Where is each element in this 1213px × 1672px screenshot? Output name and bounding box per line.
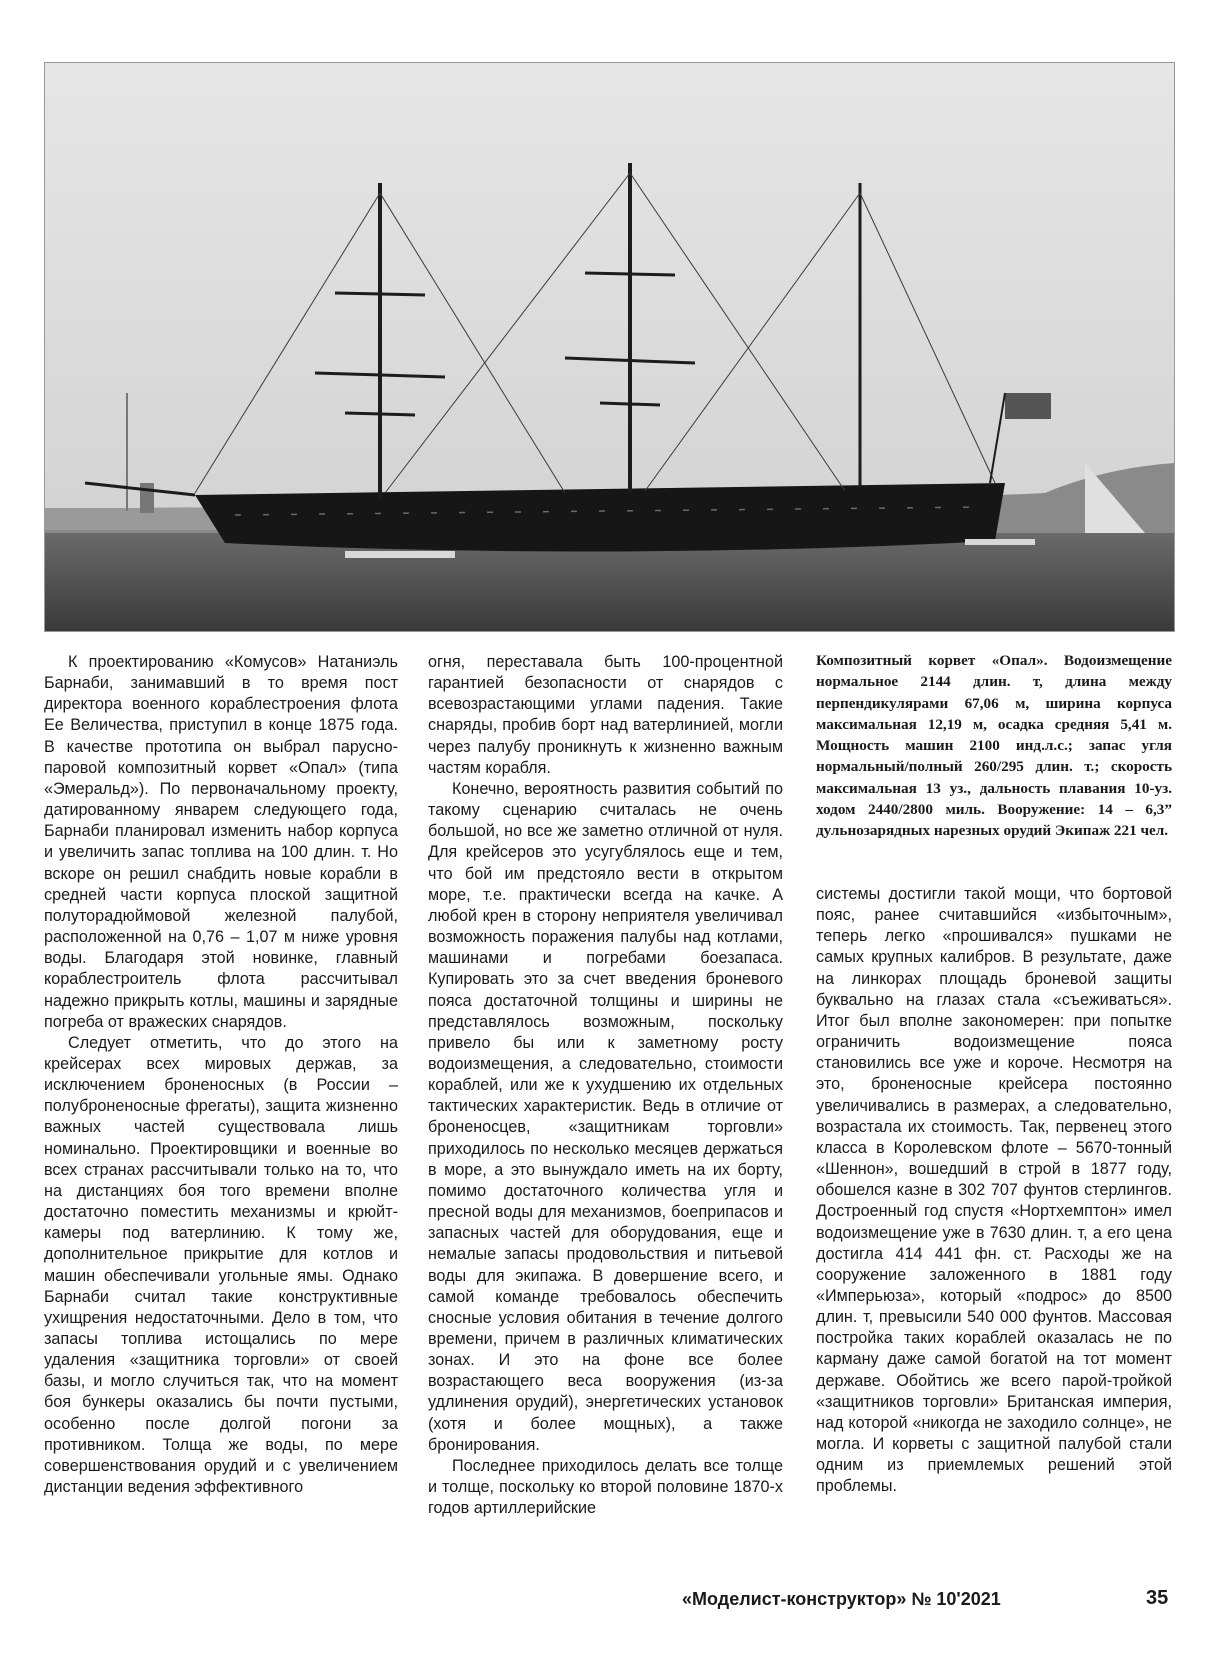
paragraph: огня, переставала быть 100-процентной гарантией безопасности от снарядов с всевозрастающими углами падения. Такие снаряды, пробив борт над ватерлинией, могли через палубу проникнуть к жизненно важным частям корабля.: [428, 653, 783, 777]
article-column-3: [816, 884, 1172, 1498]
ship-photo: [44, 62, 1175, 632]
paragraph: Последнее приходилось делать все толще и толще, поскольку ко второй половине 1870-х годов артиллерийские: [428, 1456, 783, 1518]
article-column-2: [428, 652, 783, 1519]
paragraph: К проектированию «Комусов» Натаниэль Барнаби, занимавший в то время пост директора военного кораблестроения флота Ее Величества, приступил в конце 1875 года. В качестве прототипа он выбрал парусно-паровой композитный корвет «Опал» (типа «Эмеральд»). По первоначальному проекту, датированному январем следующего года, Барнаби планировал изменить набор корпуса и увеличить запас топлива на 100 длин. т. Но вскоре он решил снабдить новые корабли в средней части корпуса плоской защитной полуторадюймовой железной палубой, расположенной на 0,76 – 1,07 м ниже уровня воды. Благодаря этой новинке, главный кораблестроитель флота рассчитывал надежно прикрыть котлы, машины и зарядные погреба от вражеских снарядов.: [44, 653, 398, 1031]
photo-caption: Композитный корвет «Опал». Водоизмещение нормальное 2144 длин. т, длина между перпендикулярами 67,06 м, ширина корпуса максимальная 12,19 м, осадка средняя 5,41 м. Мощность машин 2100 инд.л.с.; запас угля нормальный/полный 260/295 длин. т.; скорость максимальная 13 уз., дальность плавания 10-уз. ходом 2440/2800 миль. Вооружение: 14 – 6,3” дульнозарядных нарезных орудий Экипаж 221 чел.: [816, 652, 1172, 840]
paragraph: Конечно, вероятность развития событий по такому сценарию считалась не очень большой, но все же заметно отличной от нуля. Для крейсеров это усугублялось еще и тем, что бой им предстояло вести в открытом море, т.е. практически всегда на качке. А любой крен в сторону неприятеля увеличивал возможность поражения палубы над котлами, машинами и погребами боезапаса. Купировать это за счет введения броневого пояса достаточной толщины и ширины не представлялось возможным, поскольку привело бы или к заметному росту водоизмещения, а следовательно, стоимости кораблей, или же к ухудшению их отдельных тактических характеристик. Ведь в отличие от броненосцев, «защитникам торговли» приходилось по несколько месяцев держаться в море, а это вынуждало иметь на их борту, помимо достаточного количества угля и пресной воды для механизмов, боеприпасов и запасных частей для оборудования, еще и немалые запасы продовольствия и питьевой воды для экипажа. В довершение всего, и самой команде требовалось обеспечить сносные условия обитания в течение долгого времени, причем в различных климатических зонах. И это на фоне все более возрастающего веса вооружения (из-за удлинения орудий), энергетических установок (хотя и более мощных), а также бронирования.: [428, 779, 783, 1454]
paragraph: системы достигли такой мощи, что бортовой пояс, ранее считавшийся «избыточным», теперь легко «прошивался» пушками не самых крупных калибров. В результате, даже на линкорах площадь броневой защиты буквально на глазах стала «съеживаться». Итог был вполне закономерен: при попытке ограничить водоизмещение пояса становились все уже и короче. Несмотря на это, броненосные крейсера постоянно увеличивались в размерах, а следовательно, возрастала их стоимость. Так, первенец этого класса в Королевском флоте – 5670-тонный «Шеннон», вошедший в строй в 1877 году, обошелся казне в 302 707 фунтов стерлингов. Достроенный год спустя «Нортхемптон» имел водоизмещение уже в 7630 длин. т, а его цена достигла 414 441 фн. ст. Расходы же на сооружение заложенного в 1881 году «Имперьюза», который «подрос» до 8500 длин. т, превысили 540 000 фунтов. Массовая постройка таких кораблей оказалась не по карману даже самой богатой на тот момент державе. Обойтись же всего парой-тройкой «защитников торговли» Британская империя, над которой «никогда не заходило солнце», не могла. И корветы с защитной палубой стали одним из приемлемых решений этой проблемы.: [816, 885, 1172, 1496]
article-column-1: [44, 652, 398, 1498]
journal-title: «Моделист-конструктор» № 10'2021: [682, 1589, 1001, 1609]
page-number: 35: [1146, 1587, 1169, 1609]
corvette-opal-illustration: [45, 63, 1174, 631]
paragraph: Следует отметить, что до этого на крейсерах всех мировых держав, за исключением броненосных (в России – полуброненосные фрегаты), защита жизненно важных частей существовала лишь номинально. Проектировщики и военные во всех странах рассчитывали только на то, что на дистанциях боя того времени вполне достаточно поместить механизмы и крюйт-камеры под ватерлинию. К тому же, дополнительное прикрытие для котлов и машин обеспечивали угольные ямы. Однако Барнаби считал такие конструктивные ухищрения недостаточными. Дело в том, что запасы топлива истощались по мере удаления «защитника торговли» от своей базы, и могло случиться так, что на момент боя бункеры оказались бы почти пустыми, особенно после долгой погони за противником. Толща же воды, по мере совершенствования орудий и с увеличением дистанции ведения эффективного: [44, 1033, 398, 1497]
